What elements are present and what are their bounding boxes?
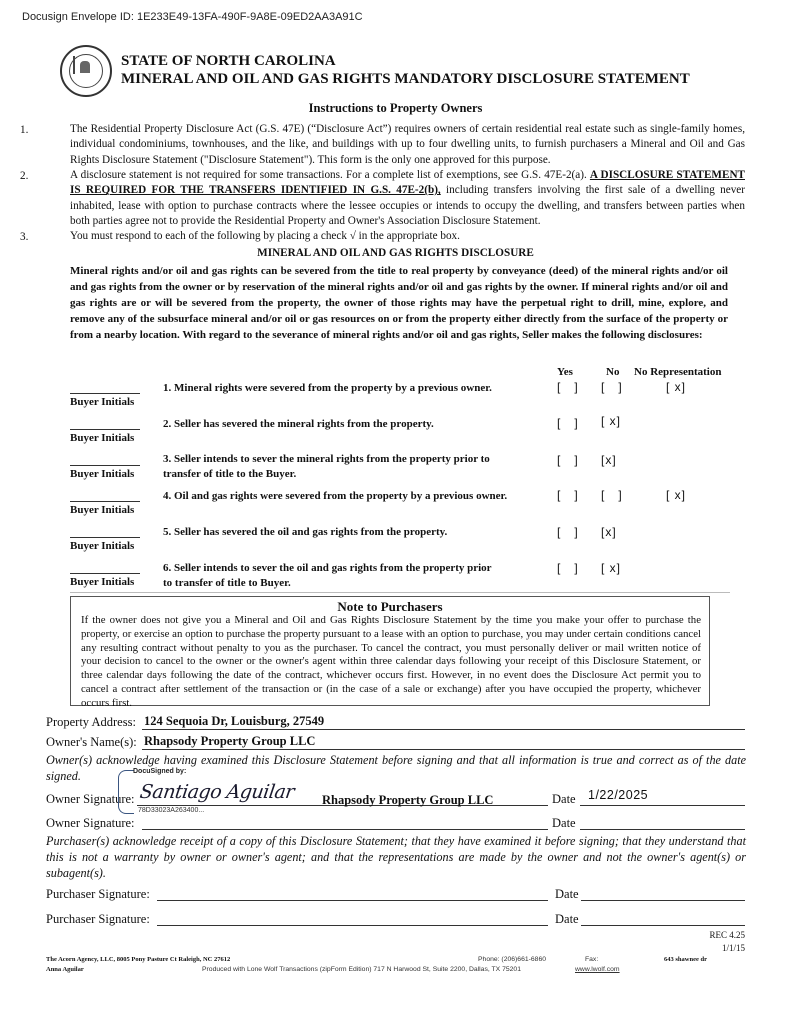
date-label: Date bbox=[552, 792, 576, 806]
seal-figure-seated bbox=[80, 61, 90, 73]
footer-agency: The Acorn Agency, LLC, 8005 Pony Pasture Ct Raleigh, NC 27612 bbox=[46, 956, 231, 963]
note-text: If the owner does not give you a Mineral and Oil and Gas Rights Disclosure Statement by the time you make your offer to purchase the property, or exercise an option to purchase the property pursuant to a lease with an option to purchase, you may under certain conditions cancel any resulting contract without penalty to you as the purchaser. To cancel the contract, you must personally deliver or mail written notice of your decision to cancel to the owner or the owner's agent within three calendar days following your receipt of this Disclosure Statement, or three calendar days following the date of the contract, whichever occurs first. However, in no event does the Disclosure Act permit you to cancel a contract after settlement of the transaction or (in the case of a sale or exchange) after you have occupied the property, whichever occurs first. bbox=[81, 614, 701, 709]
question-text: 5. Seller has severed the oil and gas rights from the property. bbox=[163, 526, 448, 538]
purchaser-date-1-field[interactable] bbox=[581, 885, 745, 901]
question-text: 6. Seller intends to sever the oil and gas rights from the property prior bbox=[163, 562, 492, 574]
owner-signature-label: Owner Signature: bbox=[46, 792, 135, 806]
owner-printed-name: Rhapsody Property Group LLC bbox=[322, 793, 494, 807]
checkbox-yes[interactable]: [ ] bbox=[557, 453, 579, 467]
footer-produced-by: Produced with Lone Wolf Transactions (zipForm Edition) 717 N Harwood St, Suite 2200, Dallas, TX 75201 bbox=[202, 966, 521, 973]
form-date: 1/1/15 bbox=[721, 943, 745, 953]
disclosure-intro: Mineral rights and/or oil and gas rights can be severed from the title to real property by conveyance (deed) of the mineral rights and/or oil and gas rights from the owner or by reservation of the mineral rights and/or oil and gas rights by the owner. If mineral rights and/or oil and gas rights are or will be severed from the property, the owner of those rights may have the perpetual right to drill, mine, explore, and remove any of the subsurface mineral and/or oil or gas resources on or from the property either directly from the surface of the property or from a nearby location. With regard to the severance of mineral rights and/or oil and gas rights, Seller makes the following disclosures: bbox=[70, 265, 728, 341]
buyer-initials-field[interactable] bbox=[70, 537, 140, 538]
checkbox-yes[interactable]: [ ] bbox=[557, 525, 579, 539]
owner-name-label: Owner's Name(s): bbox=[46, 735, 137, 749]
docusign-id: 78D33023A263400... bbox=[138, 807, 205, 814]
checkbox-no[interactable]: [ x] bbox=[601, 414, 622, 428]
buyer-initials-label: Buyer Initials bbox=[70, 540, 135, 552]
question-text-cont: transfer of title to the Buyer. bbox=[163, 468, 297, 480]
note-title: Note to Purchasers bbox=[337, 599, 443, 614]
purchaser-signature-2-field[interactable] bbox=[157, 910, 548, 926]
property-address-value: 124 Sequoia Dr, Louisburg, 27549 bbox=[144, 714, 325, 728]
buyer-initials-label: Buyer Initials bbox=[70, 576, 135, 588]
owner-date-field[interactable] bbox=[580, 788, 745, 806]
buyer-initials-field[interactable] bbox=[70, 465, 140, 466]
footer-website-link[interactable]: www.lwolf.com bbox=[575, 966, 620, 973]
date-label: Date bbox=[555, 887, 579, 901]
instruction-item-2 bbox=[70, 168, 745, 229]
form-title: MINERAL AND OIL AND GAS RIGHTS MANDATORY DISCLOSURE STATEMENT bbox=[121, 71, 690, 87]
checkbox-no[interactable]: [ ] bbox=[601, 380, 623, 394]
instructions-heading: Instructions to Property Owners bbox=[308, 101, 483, 115]
form-title-state: STATE OF NORTH CAROLINA bbox=[121, 53, 336, 69]
date-label: Date bbox=[552, 816, 576, 830]
docusign-envelope-id: Docusign Envelope ID: 1E233E49-13FA-490F-9A8E-09ED2AA3A91C bbox=[22, 11, 363, 23]
buyer-initials-label: Buyer Initials bbox=[70, 396, 135, 408]
footer-phone: Phone: (206)661-6860 bbox=[478, 956, 547, 963]
nc-seal-icon bbox=[60, 45, 112, 97]
question-text: 4. Oil and gas rights were severed from the property by a previous owner. bbox=[163, 490, 508, 502]
purchaser-date-2-field[interactable] bbox=[581, 910, 745, 926]
purchaser-signature-label: Purchaser Signature: bbox=[46, 887, 150, 901]
purchaser-signature-label: Purchaser Signature: bbox=[46, 912, 150, 926]
owner-date-value: 1/22/2025 bbox=[588, 788, 649, 802]
buyer-initials-field[interactable] bbox=[70, 573, 140, 574]
column-no: No bbox=[606, 366, 620, 378]
owner-signature-2-field[interactable] bbox=[142, 814, 548, 830]
column-no-representation: No Representation bbox=[634, 366, 722, 378]
docusigned-by-label: DocuSigned by: bbox=[133, 768, 187, 775]
checkbox-no[interactable]: [ x] bbox=[601, 561, 622, 575]
instruction-number: 3. bbox=[20, 231, 29, 243]
buyer-initials-label: Buyer Initials bbox=[70, 504, 135, 516]
footer-fax: Fax: bbox=[585, 956, 599, 963]
owner-signature-label: Owner Signature: bbox=[46, 816, 135, 830]
instruction-item-3: You must respond to each of the following by placing a check √ in the appropriate box. bbox=[70, 230, 460, 242]
question-text: 2. Seller has severed the mineral rights from the property. bbox=[163, 418, 434, 430]
property-address-field[interactable] bbox=[142, 714, 745, 730]
property-address-label: Property Address: bbox=[46, 715, 136, 729]
checkbox-yes[interactable]: [ ] bbox=[557, 416, 579, 430]
checkbox-yes[interactable]: [ ] bbox=[557, 380, 579, 394]
docusign-bracket bbox=[118, 770, 134, 814]
checkbox-no[interactable]: [x] bbox=[601, 453, 617, 467]
disclosure-heading: MINERAL AND OIL AND GAS RIGHTS DISCLOSURE bbox=[257, 247, 534, 259]
instruction-number: 2. bbox=[20, 170, 29, 182]
owner-acknowledgement: Owner(s) acknowledge having examined this Disclosure Statement before signing and that all information is true and correct as of the date signed. bbox=[46, 753, 746, 783]
instruction-item-2-text: A disclosure statement is not required for some transactions. For a complete list of exemptions, see G.S. 47E-2(a). bbox=[70, 169, 590, 181]
owner-name-value: Rhapsody Property Group LLC bbox=[144, 734, 316, 748]
buyer-initials-field[interactable] bbox=[70, 393, 140, 394]
column-yes: Yes bbox=[557, 366, 573, 378]
owner-date-2-field[interactable] bbox=[580, 814, 745, 830]
date-label: Date bbox=[555, 912, 579, 926]
section-divider bbox=[70, 592, 730, 593]
buyer-initials-label: Buyer Initials bbox=[70, 432, 135, 444]
checkbox-no[interactable]: [x] bbox=[601, 525, 617, 539]
checkbox-yes[interactable]: [ ] bbox=[557, 561, 579, 575]
owner-name-field[interactable] bbox=[142, 734, 745, 750]
instruction-item-2-text-after: including transfers involving the first sale of a dwelling never inhabited, lease with option to purchase contracts where the lessee occupies or intends to occupy the dwelling, and transfers between parties when both parties agree not to provide the Residential Property and Owner's Association Disclosure Statement. bbox=[70, 184, 745, 227]
checkbox-no-representation[interactable]: [ x] bbox=[666, 488, 687, 502]
buyer-initials-field[interactable] bbox=[70, 501, 140, 502]
footer-agent: Anna Aguilar bbox=[46, 966, 84, 973]
purchaser-signature-1-field[interactable] bbox=[157, 885, 548, 901]
footer-file-name: 643 shawnee dr bbox=[664, 956, 707, 963]
form-code: REC 4.25 bbox=[709, 930, 745, 940]
instruction-number: 1. bbox=[20, 124, 29, 136]
disclosure-required-notice: A DISCLOSURE STATEMENT IS REQUIRED FOR THE TRANSFERS IDENTIFIED IN G.S. 47E-2(b), bbox=[70, 169, 745, 197]
buyer-initials-label: Buyer Initials bbox=[70, 468, 135, 480]
question-text-cont: to transfer of title to Buyer. bbox=[163, 577, 291, 589]
note-to-purchasers-box bbox=[70, 596, 710, 709]
instruction-item-1: The Residential Property Disclosure Act (G.S. 47E) (“Disclosure Act”) requires owners of certain residential real estate such as single-family homes, individual condominiums, townhouses, and the like, and buildings with up to four dwelling units, to furnish purchasers a Mineral and Oil and Gas Rights Disclosure Statement ("Disclosure Statement"). This form is the only one approved for this purpose. bbox=[70, 123, 745, 166]
checkbox-no[interactable]: [ ] bbox=[601, 488, 623, 502]
checkbox-no-representation[interactable]: [ x] bbox=[666, 380, 687, 394]
question-text: 3. Seller intends to sever the mineral rights from the property prior to bbox=[163, 453, 490, 465]
checkbox-yes[interactable]: [ ] bbox=[557, 488, 579, 502]
purchaser-acknowledgement: Purchaser(s) acknowledge receipt of a copy of this Disclosure Statement; that they have examined it before signing; that they understand that this is not a warranty by owner or owner's agent; and that the representations are made by the owner and not the owner's agent(s) or subagent(s). bbox=[46, 834, 746, 880]
question-text: 1. Mineral rights were severed from the property by a previous owner. bbox=[163, 382, 492, 394]
owner-signature-image[interactable]: Santiago Aguilar bbox=[138, 781, 296, 803]
buyer-initials-field[interactable] bbox=[70, 429, 140, 430]
